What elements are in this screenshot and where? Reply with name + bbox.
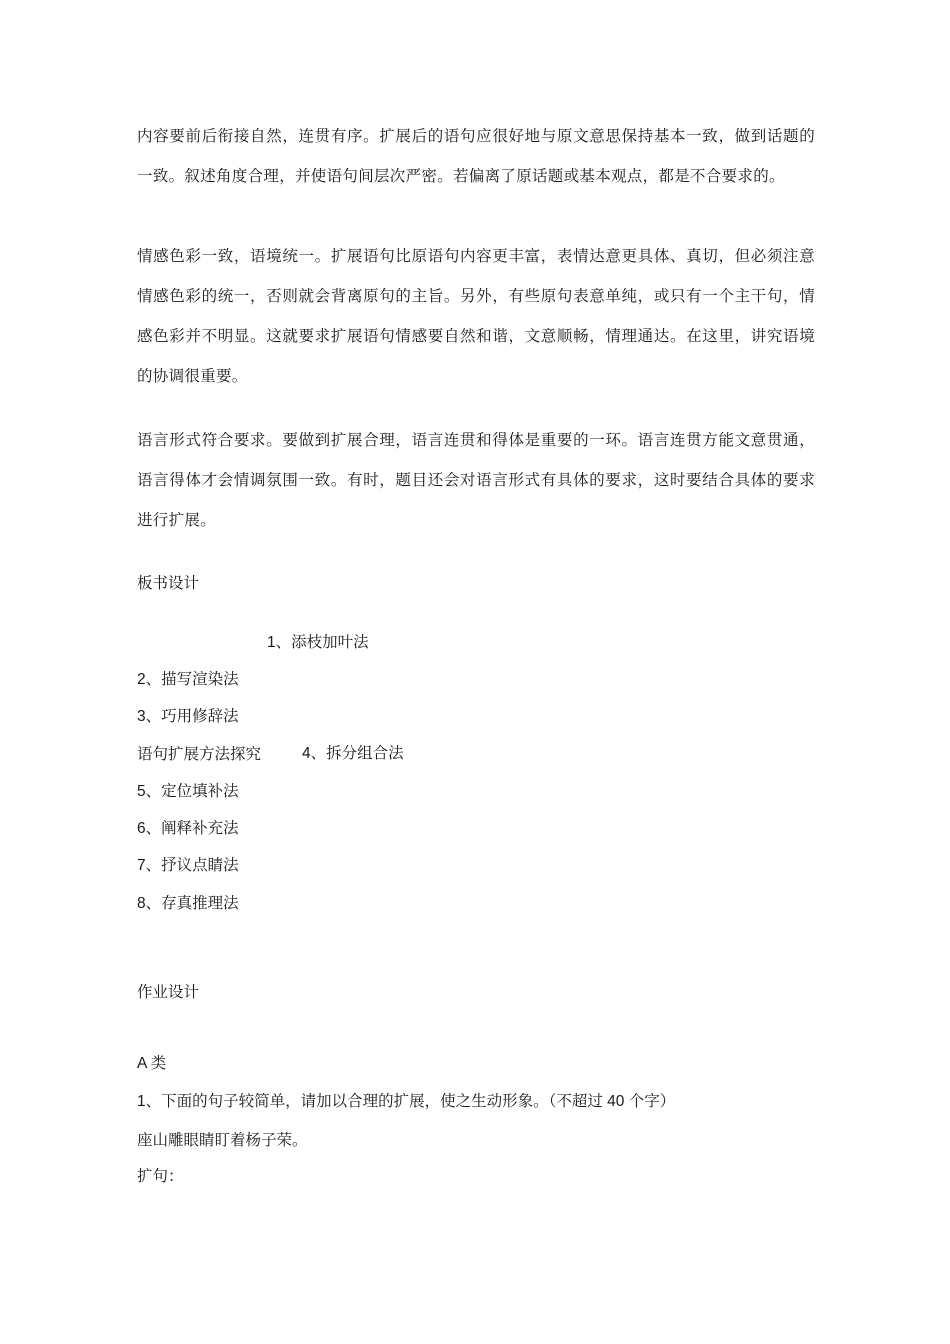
method-item-1: 1、添枝加叶法 (267, 634, 369, 651)
method-item-3: 3、巧用修辞法 (137, 708, 239, 725)
method-item-2: 2、描写渲染法 (137, 671, 239, 688)
paragraph-emotion: 情感色彩一致，语境统一。扩展语句比原语句内容更丰富，表情达意更具体、真切，但必须注意情感色彩的统一，否则就会背离原句的主旨。另外，有些原句表意单纯，或只有一个主干句，情感色彩并不明显。这就要求扩展语句情感要自然和谐，文意顺畅，情理通达。在这里，讲究语境的协调很重要。 (137, 247, 815, 385)
method-item-4: 4、拆分组合法 (302, 745, 404, 762)
paragraph-language-form: 语言形式符合要求。要做到扩展合理，语言连贯和得体是重要的一环。语言连贯方能文意贯通，语言得体才会情调氛围一致。有时，题目还会对语言形式有具体的要求，这时要结合具体的要求进行扩展。 (137, 431, 815, 529)
homework-category: A 类 (137, 1055, 167, 1072)
board-design-heading: 板书设计 (137, 574, 200, 592)
method-item-6: 6、阐释补充法 (137, 820, 239, 837)
method-item-7: 7、抒议点睛法 (137, 857, 239, 874)
homework-sentence: 座山雕眼睛盯着杨子荣。 (137, 1131, 308, 1149)
method-item-8: 8、存真推理法 (137, 895, 239, 912)
homework-question: 1、下面的句子较简单，请加以合理的扩展，使之生动形象。（不超过 40 个字） (137, 1093, 676, 1110)
board-center-label: 语句扩展方法探究 (137, 745, 262, 763)
homework-answer-label: 扩句： (137, 1167, 184, 1185)
homework-heading: 作业设计 (137, 983, 200, 1001)
paragraph-coherence: 内容要前后衔接自然，连贯有序。扩展后的语句应很好地与原文意思保持基本一致，做到话题的一致。叙述角度合理，并使语句间层次严密。若偏离了原话题或基本观点，都是不合要求的。 (137, 127, 815, 185)
method-item-5: 5、定位填补法 (137, 783, 239, 800)
